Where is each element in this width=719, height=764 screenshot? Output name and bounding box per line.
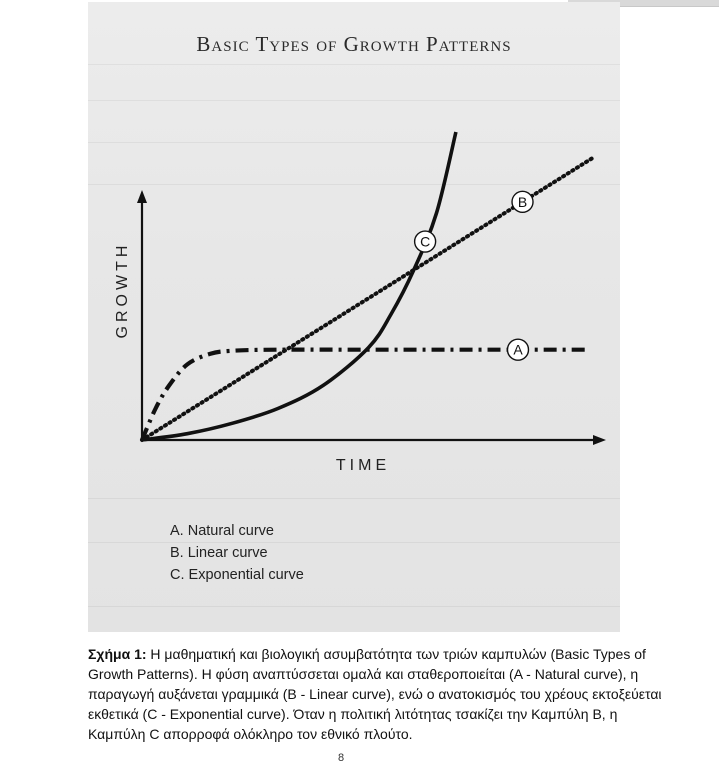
y-axis-arrow xyxy=(137,190,147,203)
x-axis-arrow xyxy=(593,435,606,445)
legend-item-linear: B. Linear curve xyxy=(170,545,268,561)
series-marker-linear xyxy=(512,191,533,212)
series-line-exponential xyxy=(142,132,456,440)
series-layer xyxy=(142,132,595,440)
series-marker-exponential xyxy=(415,231,436,252)
marker-layer xyxy=(415,191,533,360)
series-line-natural xyxy=(142,350,586,440)
series-marker-natural xyxy=(507,339,528,360)
page-number: 8 xyxy=(338,752,345,764)
figure-caption xyxy=(88,644,668,744)
x-axis-label: TIME xyxy=(335,457,391,474)
series-marker-label: A xyxy=(513,341,523,358)
legend-item-exponential: C. Exponential curve xyxy=(170,567,304,583)
chart-title: Basic Types of Growth Patterns xyxy=(196,32,512,56)
chart-legend xyxy=(170,520,304,586)
caption-text: Η μαθηματική και βιολογική ασυμβατότητα των τριών καμπυλών (Basic Types of Growth Patterns). Η φύση αναπτύσσεται ομαλά και σταθεροποιείται (A - Natural curve), η παραγωγή αυξάνεται γραμμικά (B - Linear curve), ενώ ο ανατοκισμός του χρέους εκτοξεύεται εκθετικά (C - Exponential curve). Όταν η πολιτική λιτότητας τσακίζει την Καμπύλη B, η Καμπύλη C απορροφά ολόκληρο τον εθνικό πλούτο. xyxy=(88,646,662,742)
caption-label: Σχήμα 1: xyxy=(88,646,147,662)
series-marker-label: C xyxy=(420,233,431,250)
legend-item-natural: A. Natural curve xyxy=(170,523,274,539)
series-marker-label: B xyxy=(517,193,528,210)
y-axis-label: GROWTH xyxy=(114,241,131,339)
